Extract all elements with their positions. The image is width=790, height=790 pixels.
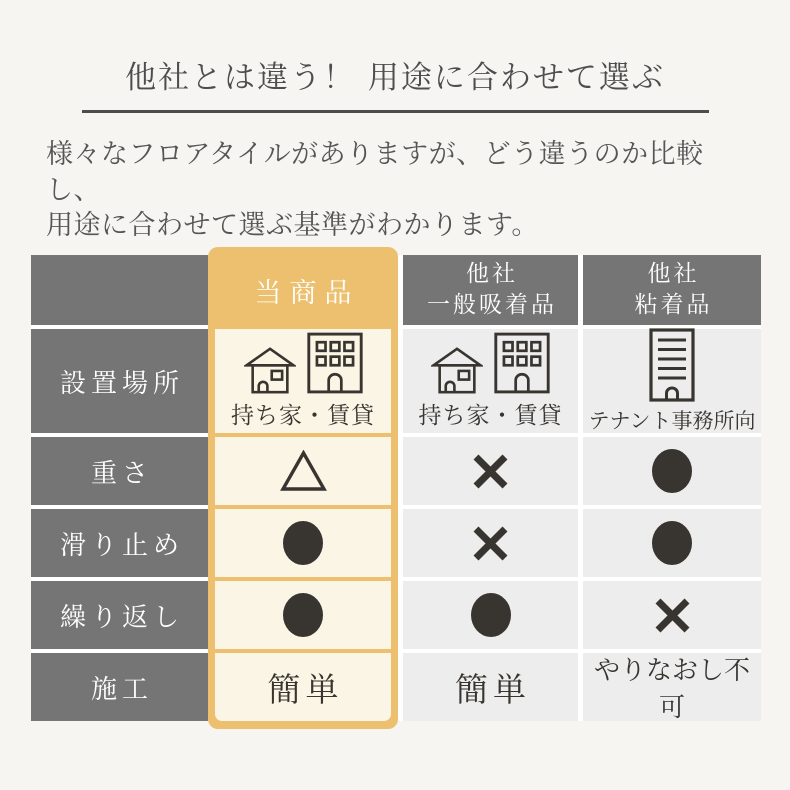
column-header-ours: 当商品	[254, 277, 360, 309]
column-header-other-adhesive	[583, 255, 761, 325]
location-icons	[244, 332, 363, 394]
row-label-installation: 施工	[31, 653, 208, 721]
cell-text: 簡単	[267, 669, 344, 709]
intro-text	[46, 137, 756, 244]
cross-icon	[471, 524, 510, 563]
cell-installation-ours	[215, 653, 391, 721]
column-header-other-suction	[403, 255, 578, 325]
row-label-reuse: 繰り返し	[31, 581, 208, 649]
header-line-2: 一般吸着品	[427, 292, 557, 318]
row-label-weight: 重さ	[31, 437, 208, 505]
title-block	[0, 56, 790, 113]
cell-anti-slip-other-suction	[403, 509, 578, 577]
cell-anti-slip-other-adhesive	[583, 509, 761, 577]
location-icons	[431, 332, 550, 394]
cell-reuse-other-adhesive	[583, 581, 761, 649]
row-label-anti-slip: 滑り止め	[31, 509, 208, 577]
intro-line-2: 用途に合わせて選ぶ基準がわかります。	[46, 210, 539, 242]
header-line-1: 他社	[647, 261, 700, 288]
cell-reuse-other-suction	[403, 581, 578, 649]
title-underline	[82, 110, 709, 113]
building-icon	[494, 332, 550, 394]
corner-header-cell	[31, 255, 208, 325]
row-label-location: 設置場所	[31, 329, 208, 433]
cross-icon	[471, 452, 510, 491]
cell-text: 簡単	[455, 669, 531, 709]
cell-anti-slip-ours	[215, 509, 391, 577]
page-title: 他社とは違う！ 用途に合わせて選ぶ	[125, 60, 665, 96]
building-icon	[307, 332, 363, 394]
office-building-icon	[649, 328, 695, 402]
location-icons	[649, 328, 695, 402]
cell-installation-other-suction	[403, 653, 578, 721]
cell-text: やりなおし不可	[593, 656, 750, 723]
comparison-grid	[31, 255, 761, 721]
location-caption: 持ち家・賃貸	[418, 403, 563, 429]
location-caption: 持ち家・賃貸	[231, 403, 375, 429]
house-icon	[244, 347, 296, 394]
circle-icon	[471, 593, 511, 637]
cell-weight-other-suction	[403, 437, 578, 505]
header-line-2: 粘着品	[634, 292, 713, 318]
cell-location-other-adhesive	[583, 329, 761, 433]
cross-icon	[653, 596, 692, 635]
cell-weight-other-adhesive	[583, 437, 761, 505]
cell-location-ours	[215, 329, 391, 433]
intro-line-1: 様々なフロアタイルがありますが、どう違うのか比較し、	[46, 139, 704, 206]
circle-icon	[652, 449, 692, 493]
location-caption: テナント事務所向	[588, 408, 756, 433]
header-line-1: 他社	[466, 261, 518, 288]
cell-weight-ours	[215, 437, 391, 505]
cell-installation-other-adhesive	[583, 653, 761, 721]
circle-icon	[283, 593, 323, 637]
comparison-table	[31, 255, 761, 721]
circle-icon	[283, 521, 323, 565]
triangle-icon	[280, 450, 327, 492]
cell-reuse-ours	[215, 581, 391, 649]
house-icon	[431, 347, 483, 394]
cell-location-other-suction	[403, 329, 578, 433]
circle-icon	[652, 521, 692, 565]
